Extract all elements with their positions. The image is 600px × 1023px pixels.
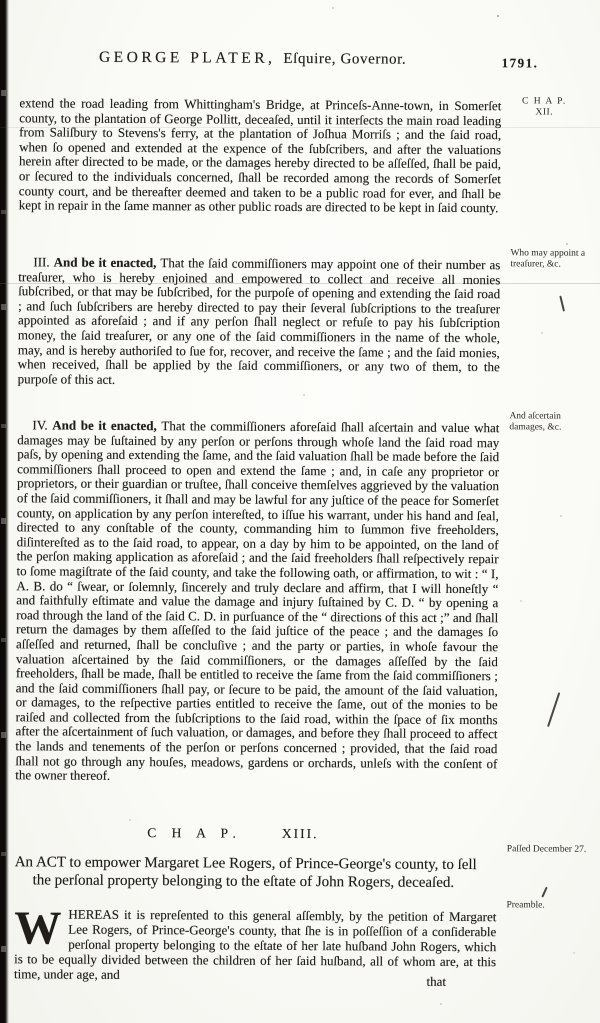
margin-chap-word: C H A P.: [521, 96, 567, 107]
pen-mark: [541, 887, 547, 898]
margin-note-chapter-xii: [511, 96, 577, 118]
margin-note-treasurer: Who may appoint a treaſurer, &c.: [510, 248, 586, 270]
catchword: that: [426, 973, 447, 989]
preamble-body: HEREAS it is repreſented to this general aſſembly, by the petition of Margaret Lee Rogers, of Prince-George's county, that ſhe is in poſſeſſion of a conſiderable perſonal property belonging to the eſtate of her late huſband John Rogers, which is to be equally divided between the children of her ſaid huſband, all of whom are, at this time, under age, and: [14, 906, 497, 982]
governor-title: Eſquire, Governor.: [283, 50, 407, 68]
section-iv-enacting-clause: And be it enacted,: [52, 417, 162, 434]
section-iii-number: III.: [33, 254, 54, 270]
section-iii-body: That the ſaid commiſſioners may appoint one of their number as treaſurer, who is hereby enjoined and empowered to collect and receive all monies ſubſcribed, or that may be ſubſcribed, for the purpoſe of opening and extending the ſaid road ; and ſuch ſubſcribers are hereby directed to pay their ſeveral ſubſcriptions to the treaſurer appointed as aforeſaid ; and if any perſon ſhall neglect or refuſe to pay his ſubſcription money, the ſaid treaſurer, or any one of the ſaid commiſſioners in the name of the whole, may, and is hereby authoriſed to ſue for, recover, and receive the ſame ; and the ſaid monies, when received, ſhall be applied by the ſaid commiſſioners, or any two of them, to the purpoſe of this act.: [17, 255, 501, 387]
margin-note-preamble: Preamble.: [506, 900, 545, 911]
drop-cap-w: W: [14, 902, 62, 955]
paragraph-section-iii: [18, 255, 501, 389]
margin-note-passed-date: Paſſed December 27.: [506, 844, 587, 855]
governor-name: GEORGE PLATER,: [98, 48, 276, 67]
act-title: An ACT to empower Margaret Lee Rogers, of Prince-George's county, to ſell the perſonal property belonging to the eſtate of John Rogers, deceaſed.: [14, 854, 477, 891]
margin-note-damages: And aſcertain damages, &c.: [509, 411, 562, 433]
paragraph-road-continuation: extend the road leading from Whittingham's Bridge, at Princeſs-Anne-town, in Somerſet county, to the plantation of George Pollitt, deceaſed, until it interſects the main road leading from Saliſbury to Stevens's ferry, at the plantation of Joſhua Morriſs ; and the ſaid road, when ſo opened and extended at the expence of the ſubſcribers, and after the valuations herein after directed to be made, or the damages hereby directed to be aſſeſſed, ſhall be paid, or ſecured to the individuals concerned, ſhall be recorded among the records of Somerſet county court, and be thereafter deemed and taken to be a public road for ever, and ſhall be kept in repair in the ſame manner as other public roads are directed to be kept in ſaid county.: [18, 95, 502, 216]
section-iv-number: IV.: [32, 417, 53, 433]
chapter-word: C H A P.: [147, 825, 242, 841]
paragraph-section-iv: [15, 418, 499, 786]
section-iv-body: That the commiſſioners aforeſaid ſhall aſcertain and value what damages may be ſuſtained by any perſon or perſons through whoſe land the ſaid road may paſs, by opening and extending the ſame, and the ſaid valuation ſhall be made before the ſaid commiſſioners ſhall proceed to open and extend the ſame ; and, in caſe any proprietor or proprietors, or their guardian or truſtee, ſhall conceive themſelves aggrieved by the valuation of the ſaid commiſſioners, it ſhall and may be lawful for any juſtice of the peace for Somerſet county, on application by any perſon intereſted, to iſſue his warrant, under his hand and ſeal, directed to any conſtable of the county, commanding him to ſummon five freeholders, diſintereſted as to the ſaid road, to appear, on a day by him to be appointed, on the land of the perſon making application as aforeſaid ; and the ſaid freeholders ſhall reſpectively repair to ſome magiſtrate of the ſaid county, and take the following oath, or affirmation, to wit : “ I, A. B. do “ ſwear, or ſolemnly, ſincerely and truly declare and affirm, that I will honeſtly “ and faithfully eſtimate and value the damage and injury ſuſtained by C. D. “ by opening a road through the land of the ſaid C. D. in purſuance of the “ directions of this act ;” and ſhall return the damages by them aſſeſſed to the ſaid juſtice of the peace ; and the damages ſo aſſeſſed and returned, ſhall be concluſive ; and the party or parties, in whoſe favour the valuation aſcertained by the ſaid commiſſioners, or the damages aſſeſſed by the ſaid freeholders, ſhall be made, ſhall be entitled to receive the ſame from the ſaid commiſſioners ; and the ſaid commiſſioners ſhall pay, or ſecure to be paid, the amount of the ſaid valuation, or damages, to the reſpective parties entitled to receive the ſame, out of the monies to be raiſed and collected from the ſubſcriptions to the ſaid road, within the ſpace of ſix months after the aſcertainment of ſuch valuation, or damages, and before they ſhall proceed to affect the lands and tenements of the perſon or perſons concerned ; provided, that the ſaid road ſhall not go through any houſes, meadows, gardens or orchards, unleſs with the conſent of the owner thereof.: [15, 418, 500, 784]
year-label: 1791.: [501, 55, 539, 71]
pen-mark: [547, 692, 560, 727]
chapter-number: XIII.: [281, 825, 319, 842]
running-header: [18, 48, 488, 69]
margin-chap-number: XII.: [535, 107, 554, 118]
pen-mark: [559, 296, 564, 312]
section-iii-enacting-clause: And be it enacted,: [53, 254, 161, 271]
chapter-xiii-heading: [13, 824, 453, 843]
